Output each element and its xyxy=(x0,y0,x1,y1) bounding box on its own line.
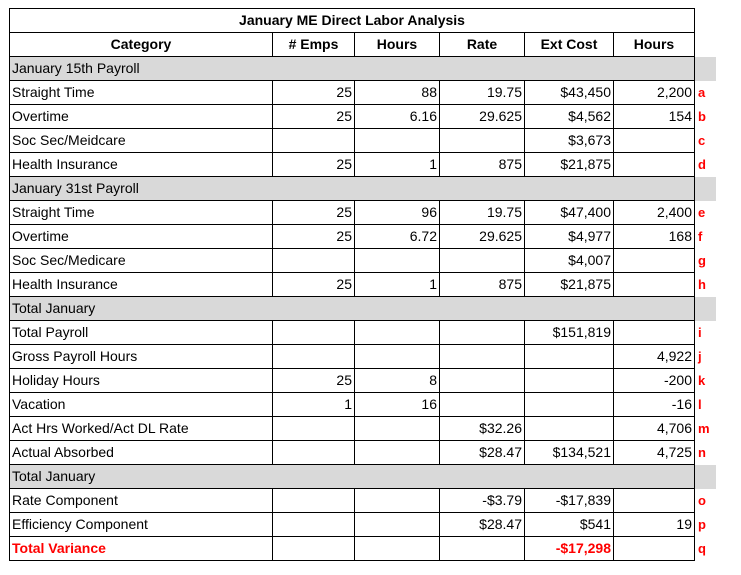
row-reference-letter: m xyxy=(698,421,710,436)
table-row xyxy=(10,393,717,417)
row-value: $28.47 xyxy=(440,513,525,537)
row-value xyxy=(525,393,614,417)
row-value: 25 xyxy=(273,81,355,105)
row-reference-letter: d xyxy=(698,157,706,172)
row-value: 875 xyxy=(440,273,525,297)
row-reference-letter: p xyxy=(698,517,706,532)
row-value xyxy=(440,129,525,153)
row-label: Soc Sec/Meidcare xyxy=(10,129,273,153)
row-reference-letter: q xyxy=(698,541,706,556)
row-value xyxy=(614,249,695,273)
row-reference-letter: g xyxy=(698,253,706,268)
row-value: -200 xyxy=(614,369,695,393)
row-value: 1 xyxy=(355,273,440,297)
row-value xyxy=(525,369,614,393)
row-value: $21,875 xyxy=(525,153,614,177)
row-value: 88 xyxy=(355,81,440,105)
row-value xyxy=(355,345,440,369)
row-value: 8 xyxy=(355,369,440,393)
row-value: $541 xyxy=(525,513,614,537)
row-value xyxy=(273,537,355,561)
row-value xyxy=(355,321,440,345)
row-value: -16 xyxy=(614,393,695,417)
table-row xyxy=(10,489,717,513)
row-value: -$3.79 xyxy=(440,489,525,513)
row-value: $4,007 xyxy=(525,249,614,273)
row-value: 25 xyxy=(273,273,355,297)
row-value: $47,400 xyxy=(525,201,614,225)
row-value xyxy=(525,417,614,441)
section-label: Total January xyxy=(10,465,695,489)
row-label: Total Payroll xyxy=(10,321,273,345)
row-value xyxy=(355,129,440,153)
row-value xyxy=(614,273,695,297)
header-ext-cost: Ext Cost xyxy=(525,33,614,57)
row-value: 4,706 xyxy=(614,417,695,441)
row-value: 25 xyxy=(273,369,355,393)
row-label: Gross Payroll Hours xyxy=(10,345,273,369)
row-label: Overtime xyxy=(10,225,273,249)
table-row xyxy=(10,345,717,369)
row-reference-letter: h xyxy=(698,277,706,292)
row-value: 25 xyxy=(273,153,355,177)
row-value xyxy=(355,489,440,513)
table-row xyxy=(10,441,717,465)
section-row xyxy=(10,177,717,201)
row-value: $134,521 xyxy=(525,441,614,465)
row-value: -$17,839 xyxy=(525,489,614,513)
row-value: 25 xyxy=(273,201,355,225)
row-value: 25 xyxy=(273,105,355,129)
row-value: 25 xyxy=(273,225,355,249)
row-value: -$17,298 xyxy=(525,537,614,561)
row-value xyxy=(355,417,440,441)
row-reference-letter: a xyxy=(698,85,706,100)
row-value xyxy=(440,321,525,345)
row-reference-letter: n xyxy=(698,445,706,460)
row-value: $3,673 xyxy=(525,129,614,153)
table-row xyxy=(10,249,717,273)
section-label: Total January xyxy=(10,297,695,321)
table-row xyxy=(10,153,717,177)
row-value: $32.26 xyxy=(440,417,525,441)
row-value xyxy=(440,393,525,417)
row-value: $4,562 xyxy=(525,105,614,129)
row-label: Act Hrs Worked/Act DL Rate xyxy=(10,417,273,441)
labor-analysis-table xyxy=(9,8,717,561)
row-value: 19.75 xyxy=(440,201,525,225)
row-value xyxy=(355,249,440,273)
row-value: 875 xyxy=(440,153,525,177)
table-row xyxy=(10,417,717,441)
row-reference-letter: c xyxy=(698,133,706,148)
row-value: 29.625 xyxy=(440,105,525,129)
section-label: January 15th Payroll xyxy=(10,57,695,81)
row-value xyxy=(440,249,525,273)
row-value: 4,725 xyxy=(614,441,695,465)
row-label: Health Insurance xyxy=(10,153,273,177)
row-value xyxy=(273,249,355,273)
table-row xyxy=(10,321,717,345)
header-emps: # Emps xyxy=(273,33,355,57)
row-value: 168 xyxy=(614,225,695,249)
row-reference-letter: f xyxy=(698,229,703,244)
row-value: 6.72 xyxy=(355,225,440,249)
row-label: Straight Time xyxy=(10,81,273,105)
row-value: $43,450 xyxy=(525,81,614,105)
table-row xyxy=(10,369,717,393)
header-category: Category xyxy=(10,33,273,57)
row-value: 6.16 xyxy=(355,105,440,129)
row-label: Vacation xyxy=(10,393,273,417)
row-value: 16 xyxy=(355,393,440,417)
row-value: 154 xyxy=(614,105,695,129)
table-title: January ME Direct Labor Analysis xyxy=(10,9,695,33)
table-row xyxy=(10,129,717,153)
row-value: $151,819 xyxy=(525,321,614,345)
row-value xyxy=(355,441,440,465)
row-value: 1 xyxy=(355,153,440,177)
row-value xyxy=(440,345,525,369)
row-value xyxy=(440,369,525,393)
header-hours-total: Hours xyxy=(614,33,695,57)
row-label: Efficiency Component xyxy=(10,513,273,537)
row-value xyxy=(614,489,695,513)
row-value xyxy=(614,537,695,561)
table-row xyxy=(10,273,717,297)
row-label: Soc Sec/Medicare xyxy=(10,249,273,273)
row-label: Holiday Hours xyxy=(10,369,273,393)
row-value xyxy=(355,537,440,561)
row-value: 19 xyxy=(614,513,695,537)
row-value xyxy=(273,513,355,537)
row-label: Rate Component xyxy=(10,489,273,513)
row-reference-letter: o xyxy=(698,493,706,508)
table-row xyxy=(10,105,717,129)
row-value xyxy=(273,417,355,441)
row-reference-letter: j xyxy=(698,349,702,364)
row-value xyxy=(614,321,695,345)
row-value: 96 xyxy=(355,201,440,225)
row-value xyxy=(273,441,355,465)
row-value xyxy=(273,321,355,345)
row-label: Actual Absorbed xyxy=(10,441,273,465)
row-label: Overtime xyxy=(10,105,273,129)
section-row xyxy=(10,57,717,81)
row-reference-letter: k xyxy=(698,373,706,388)
row-value xyxy=(440,537,525,561)
row-reference-letter: e xyxy=(698,205,706,220)
row-label: Total Variance xyxy=(10,537,273,561)
row-value: 4,922 xyxy=(614,345,695,369)
title-row xyxy=(10,9,717,33)
row-value xyxy=(273,345,355,369)
section-label: January 31st Payroll xyxy=(10,177,695,201)
row-value xyxy=(273,129,355,153)
header-rate: Rate xyxy=(440,33,525,57)
row-value: $4,977 xyxy=(525,225,614,249)
header-hours: Hours xyxy=(355,33,440,57)
row-value: 2,200 xyxy=(614,81,695,105)
table-row xyxy=(10,225,717,249)
row-value xyxy=(355,513,440,537)
table-row xyxy=(10,81,717,105)
row-label: Straight Time xyxy=(10,201,273,225)
row-value xyxy=(525,345,614,369)
row-value: 29.625 xyxy=(440,225,525,249)
row-value: 19.75 xyxy=(440,81,525,105)
header-row xyxy=(10,33,717,57)
row-value: 1 xyxy=(273,393,355,417)
section-row xyxy=(10,297,717,321)
table-row xyxy=(10,201,717,225)
row-value: 2,400 xyxy=(614,201,695,225)
row-label: Health Insurance xyxy=(10,273,273,297)
row-value: $28.47 xyxy=(440,441,525,465)
section-row xyxy=(10,465,717,489)
row-reference-letter: b xyxy=(698,109,706,124)
table-row xyxy=(10,537,717,561)
row-value xyxy=(614,129,695,153)
row-reference-letter: i xyxy=(698,325,702,340)
row-value xyxy=(614,153,695,177)
row-value: $21,875 xyxy=(525,273,614,297)
row-value xyxy=(273,489,355,513)
table-row xyxy=(10,513,717,537)
row-reference-letter: l xyxy=(698,397,702,412)
